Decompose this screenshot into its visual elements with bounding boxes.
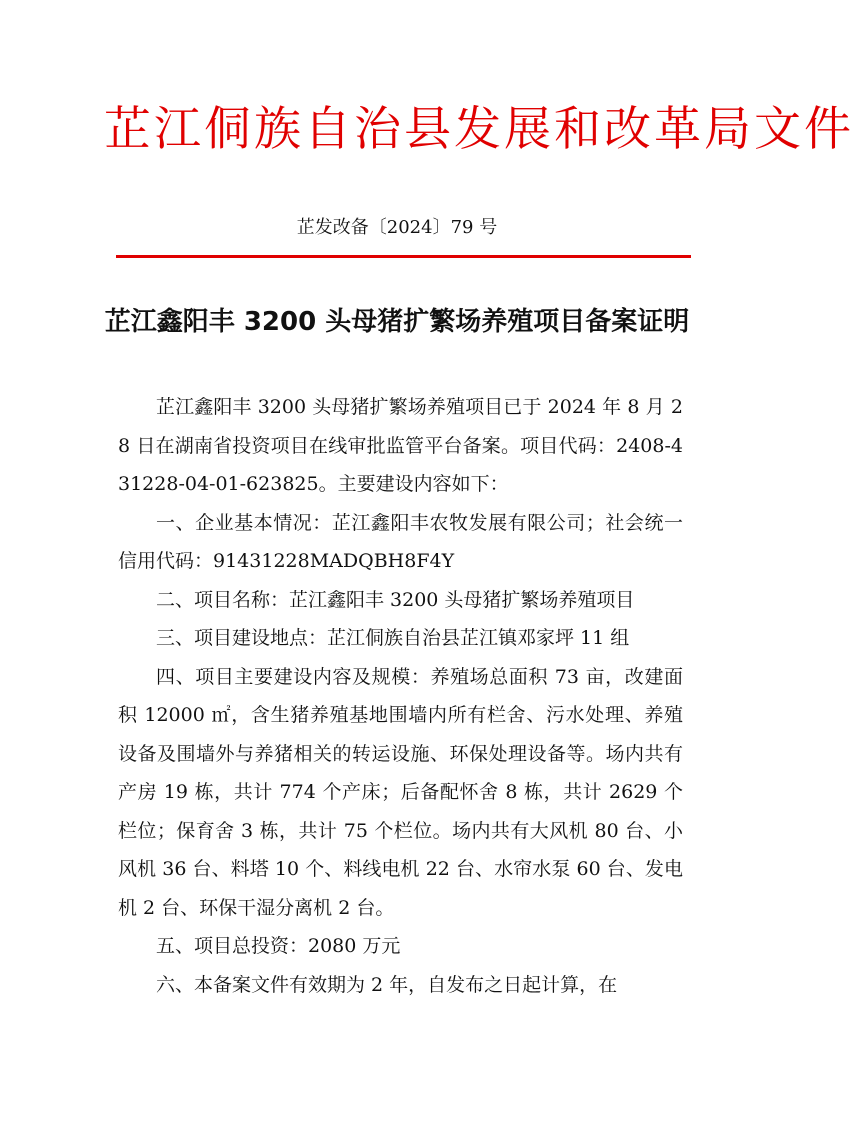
paragraph-intro: 芷江鑫阳丰 3200 头母猪扩繁场养殖项目已于 2024 年 8 月 28 日在湖南省投资项目在线审批监管平台备案。项目代码：2408-431228-04-01-623825。主要建设内容如下：	[118, 396, 683, 495]
paragraph-project-location: 三、项目建设地点：芷江侗族自治县芷江镇邓家坪 11 组	[156, 627, 630, 649]
paragraph-total-investment: 五、项目总投资：2080 万元	[156, 935, 401, 957]
document-body	[118, 388, 683, 1004]
paragraph-project-name: 二、项目名称：芷江鑫阳丰 3200 头母猪扩繁场养殖项目	[156, 588, 635, 611]
paragraph-construction-scope: 四、项目主要建设内容及规模：养殖场总面积 73 亩，改建面积 12000 ㎡，含生猪养殖基地围墙内所有栏舍、污水处理、养殖设备及围墙外与养猪相关的转运设施、环保处理设备等。场内共有产房 19 栋，共计 774 个产床；后备配怀舍 8 栋，共计 2629 个栏位；保育舍 3 栋，共计 75 个栏位。场内共有大风机 80 台、小风机 36 台、料塔 10 个、料线电机 22 台、水帘水泵 60 台、发电机 2 台、环保干湿分离机 2 台。	[118, 665, 683, 919]
document-title: 芷江鑫阳丰 3200 头母猪扩繁场养殖项目备案证明	[104, 307, 690, 337]
paragraph-enterprise-info: 一、企业基本情况：芷江鑫阳丰农牧发展有限公司；社会统一信用代码：91431228MADQBH8F4Y	[118, 511, 683, 572]
paragraph-validity-period: 六、本备案文件有效期为 2 年，自发布之日起计算，在	[156, 973, 618, 996]
issuing-authority-header: 芷江侗族自治县发展和改革局文件	[104, 102, 854, 157]
red-divider-line	[116, 255, 691, 258]
document-number: 芷发改备〔2024〕79 号	[296, 217, 498, 238]
